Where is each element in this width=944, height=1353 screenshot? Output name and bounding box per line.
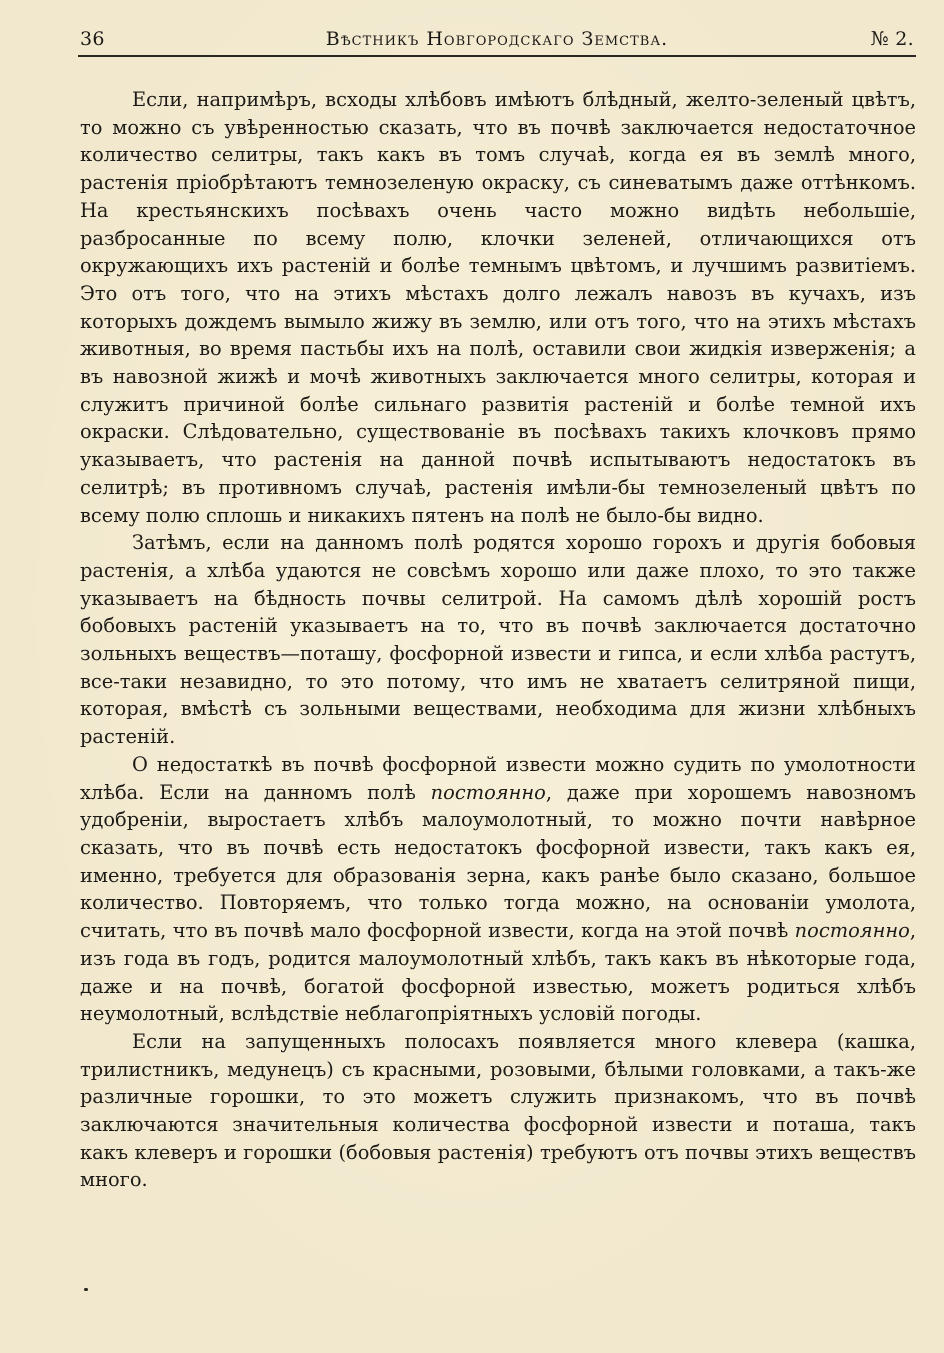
paragraph-3-part-3: , изъ года въ годъ, родится малоумолотный хлѣбъ, такъ какъ въ нѣкоторые года, даже и на почвѣ, богатой фосфорной известью, можетъ родиться хлѣбъ неумолотный, вслѣдствіе неблагопріятныхъ условій погоды.	[80, 919, 916, 1026]
paragraph-4: Если на запущенныхъ полосахъ появляется много клевера (кашка, трилистникъ, медунецъ) съ красными, розовыми, бѣлыми головками, а такъ-же различные горошки, то это можетъ служить признакомъ, что въ почвѣ заключаются значительныя количества фосфорной извести и поташа, такъ какъ клеверъ и горошки (бобовыя растенія) требуютъ отъ почвы этихъ веществъ много.	[80, 1029, 916, 1192]
paragraph-3	[80, 751, 916, 1028]
paragraph-3-part-1: О недостаткѣ въ почвѣ фосфорной извести можно судить по умолотности хлѣба. Если на данномъ полѣ	[80, 752, 916, 804]
paragraph-2: Затѣмъ, если на данномъ полѣ родятся хорошо горохъ и другія бобовыя растенія, а хлѣба удаются не совсѣмъ хорошо или даже плохо, то это также указываетъ на бѣдность почвы селитрой. На самомъ дѣлѣ хорошій ростъ бобовыхъ растеній указываетъ на то, что въ почвѣ заключается достаточно зольныхъ веществъ—поташу, фосфорной извести и гипса, и если хлѣба растутъ, все-таки незавидно, то это потому, что имъ не хватаетъ селитряной пищи, которая, вмѣстѣ съ зольными веществами, необходима для жизни хлѣбныхъ растеній.	[80, 531, 916, 749]
page-number: 36	[80, 28, 105, 50]
paragraph-3-part-2: , даже при хорошемъ навозномъ удобреніи, выростаетъ хлѣбъ малоумолотный, то можно почти навѣрное сказать, что въ почвѣ есть недостатокъ фосфорной извести, такъ какъ ея, именно, требуется для образованія зерна, какъ ранѣе было сказано, большое количество. Повторяемъ, что только тогда можно, на основаніи умолота, считать, что въ почвѣ мало фосфорной извести, когда на этой почвѣ	[80, 780, 916, 943]
emphasis-postoyanno-2: постоянно	[794, 919, 910, 943]
header-rule	[78, 55, 916, 57]
running-header	[78, 28, 916, 54]
paragraph-1: Если, напримѣръ, всходы хлѣбовъ имѣютъ блѣдный, желто-зеленый цвѣтъ, то можно съ увѣренностью сказать, что въ почвѣ заключается недостаточное количество селитры, такъ какъ въ томъ случаѣ, когда ея въ землѣ много, растенія пріобрѣтаютъ темнозеленую окраску, съ синеватымъ даже оттѣнкомъ. На крестьянскихъ посѣвахъ очень часто можно видѣть небольшіе, разбросанные по всему полю, клочки зеленей, отличающихся отъ окружающихъ ихъ растеній и болѣе темнымъ цвѣтомъ, и лучшимъ развитіемъ. Это отъ того, что на этихъ мѣстахъ долго лежалъ навозъ въ кучахъ, изъ которыхъ дождемъ вымыло жижу въ землю, или отъ того, что на этихъ мѣстахъ животныя, во время пастьбы ихъ на полѣ, оставили свои жидкія изверженія; а въ навозной жижѣ и мочѣ животныхъ заключается много селитры, которая и служитъ причиной болѣе сильнаго развитія растеній и болѣе темной ихъ окраски. Слѣдовательно, существованіе въ посѣвахъ такихъ клочковъ прямо указываетъ, что растенія на данной почвѣ испытываютъ недостатокъ въ селитрѣ; въ противномъ случаѣ, растенія имѣли-бы темнозеленый цвѣтъ по всему полю сплошь и никакихъ пятенъ на полѣ не было-бы видно.	[80, 88, 916, 527]
body-text	[80, 86, 916, 1194]
ink-speck	[84, 1288, 88, 1291]
issue-number: № 2.	[870, 28, 914, 50]
emphasis-postoyanno-1: постоянно	[430, 780, 546, 804]
journal-title: Вѣстникъ Новгородскаго Земства.	[325, 28, 669, 50]
